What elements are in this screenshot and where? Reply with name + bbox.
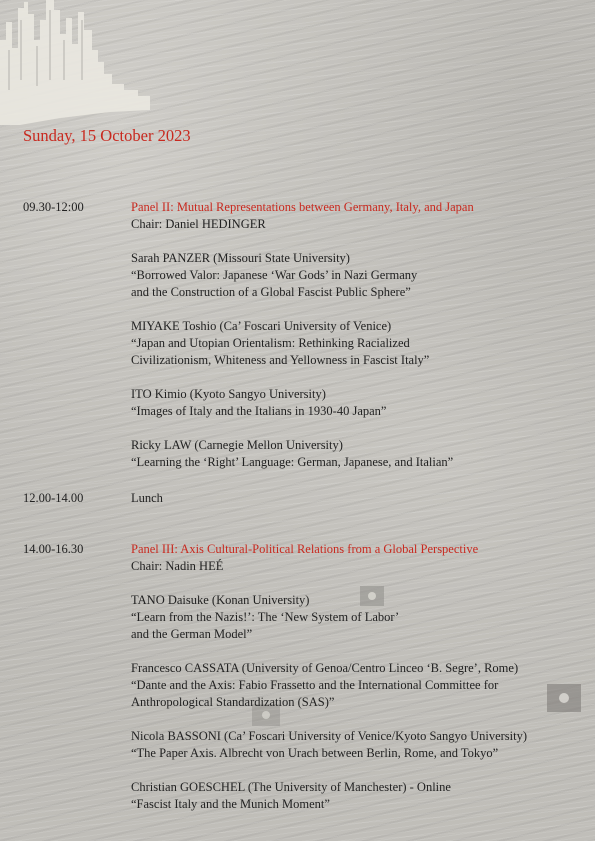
talk-title: and the German Model” xyxy=(131,627,253,641)
session-time: 09.30-12:00 xyxy=(23,200,84,214)
talk-speaker: Francesco CASSATA (University of Genoa/Centro Linceo ‘B. Segre’, Rome) xyxy=(131,661,519,675)
lunch-label: Lunch xyxy=(131,491,163,505)
talk-item xyxy=(131,728,586,762)
talk-speaker: MIYAKE Toshio (Ca’ Foscari University of Venice) xyxy=(131,319,392,333)
talk-speaker: Nicola BASSONI (Ca’ Foscari University of Venice/Kyoto Sangyo University) xyxy=(131,729,528,743)
panel-chair: Chair: Nadin HEÉ xyxy=(131,559,224,573)
talk-item xyxy=(131,660,586,711)
session-content xyxy=(131,541,586,813)
session-time: 14.00-16.30 xyxy=(23,542,84,556)
talk-item xyxy=(131,437,586,471)
talk-title: “Fascist Italy and the Munich Moment” xyxy=(131,797,330,811)
talk-title: “Learning the ‘Right’ Language: German, Japanese, and Italian” xyxy=(131,455,454,469)
panel-title: Panel II: Mutual Representations between Germany, Italy, and Japan xyxy=(131,200,474,214)
session-time: 12.00-14.00 xyxy=(23,491,84,505)
talk-title: “The Paper Axis. Albrecht von Urach between Berlin, Rome, and Tokyo” xyxy=(131,746,499,760)
talk-title: “Borrowed Valor: Japanese ‘War Gods’ in Nazi Germany xyxy=(131,268,418,282)
date-heading: Sunday, 15 October 2023 xyxy=(23,126,191,145)
talk-title: Anthropological Standardization (SAS)” xyxy=(131,695,335,709)
session-content xyxy=(131,490,586,507)
panel-title: Panel III: Axis Cultural-Political Relations from a Global Perspective xyxy=(131,542,479,556)
talk-title: and the Construction of a Global Fascist Public Sphere” xyxy=(131,285,411,299)
skyline-illustration xyxy=(0,0,150,125)
talk-title: “Dante and the Axis: Fabio Frassetto and the International Committee for xyxy=(131,678,499,692)
talk-speaker: TANO Daisuke (Konan University) xyxy=(131,593,310,607)
panel-chair: Chair: Daniel HEDINGER xyxy=(131,217,266,231)
talk-title: “Japan and Utopian Orientalism: Rethinking Racialized xyxy=(131,336,410,350)
talk-speaker: Christian GOESCHEL (The University of Manchester) - Online xyxy=(131,780,451,794)
talk-item xyxy=(131,318,586,369)
talk-speaker: ITO Kimio (Kyoto Sangyo University) xyxy=(131,387,326,401)
session-content xyxy=(131,199,586,471)
talk-item xyxy=(131,250,586,301)
talk-speaker: Ricky LAW (Carnegie Mellon University) xyxy=(131,438,343,452)
talk-item xyxy=(131,779,586,813)
talk-title: “Learn from the Nazis!’: The ‘New System of Labor’ xyxy=(131,610,400,624)
talk-title: “Images of Italy and the Italians in 1930-40 Japan” xyxy=(131,404,387,418)
talk-item xyxy=(131,386,586,420)
talk-title: Civilizationism, Whiteness and Yellowness in Fascist Italy” xyxy=(131,353,430,367)
talk-speaker: Sarah PANZER (Missouri State University) xyxy=(131,251,350,265)
talk-item xyxy=(131,592,586,643)
